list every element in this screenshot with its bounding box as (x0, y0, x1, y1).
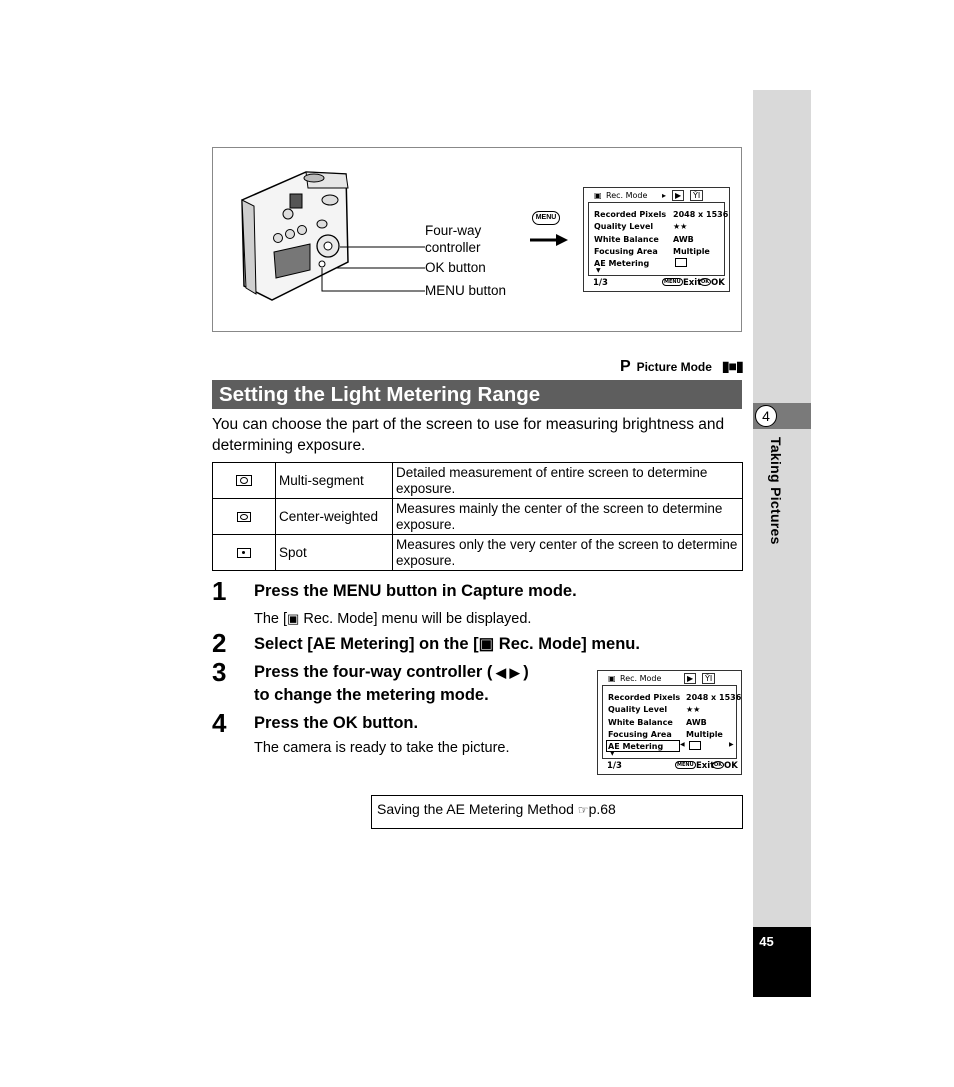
playback-tab-icon: ▶ (672, 190, 684, 201)
chevron-left-icon: ◀ (680, 741, 685, 748)
four-way-label-1: Four-way (425, 223, 482, 238)
left-right-arrows-icon: ◀ ▶ (492, 665, 524, 680)
setup-tab-icon: Y̆I (690, 190, 703, 201)
table-cell-desc: Measures only the very center of the screen to determine exposure. (393, 535, 743, 571)
program-mode-letter: P (620, 358, 631, 375)
chapter-label: Taking Pictures (768, 437, 784, 545)
lcd1-row-label: Quality Level (594, 222, 654, 231)
setup-tab-icon: Y̆I (702, 673, 715, 684)
menu-button-label: MENU button (425, 283, 507, 298)
menu-icon: MENU (677, 762, 694, 768)
step-subtext: The camera is ready to take the picture. (254, 740, 510, 756)
page-number: 45 (759, 934, 774, 949)
lcd1-tab-label: Rec. Mode (606, 191, 648, 200)
camera-icon: ▣ (478, 635, 495, 653)
camera-icon: ▣ (287, 611, 300, 626)
lcd1-row-label: AE Metering (594, 259, 650, 268)
section-title: Setting the Light Metering Range (219, 383, 541, 406)
table-cell-desc: Detailed measurement of entire screen to determine exposure. (393, 463, 743, 499)
reference-note (377, 801, 616, 817)
step-text: Press the four-way controller ( ◀ ▶ ) (254, 663, 529, 681)
lcd-screen-1 (583, 187, 730, 292)
lcd2-row-value: Multiple (686, 730, 723, 739)
lcd2-row-value: ★★ (686, 705, 701, 714)
playback-tab-icon: ▶ (684, 673, 696, 684)
step-number: 2 (212, 628, 227, 658)
lcd1-row-value: AWB (673, 235, 694, 244)
ok-icon: OK (701, 279, 710, 285)
lcd1-exit: Exit (683, 278, 702, 288)
table-row (213, 535, 743, 571)
step-number: 3 (212, 657, 227, 687)
arrow-right-icon (528, 232, 570, 248)
step-text: Select [AE Metering] on the [▣ Rec. Mode] menu. (254, 635, 640, 653)
lcd2-row-label: White Balance (608, 718, 673, 727)
step-subtext: The [▣ Rec. Mode] menu will be displayed. (254, 611, 532, 627)
lcd2-ok: OK (724, 761, 738, 771)
step-number: 1 (212, 576, 227, 606)
pointing-hand-icon: ☞ (577, 803, 589, 817)
menu-icon: MENU (532, 211, 560, 225)
chevron-right-icon: ▶ (729, 741, 734, 748)
lcd2-page: 1/3 (607, 761, 622, 771)
spot-icon (213, 535, 276, 571)
lcd1-ok: OK (711, 278, 725, 288)
lcd2-row-label: Focusing Area (608, 730, 672, 739)
ok-icon: OK (714, 762, 723, 768)
step-text: Press the OK button. (254, 714, 419, 732)
chevron-right-icon: ▸ (662, 191, 667, 200)
step-number: 4 (212, 708, 227, 738)
picture-mode-label: Picture Mode (636, 360, 712, 374)
lcd2-row-label: AE Metering (608, 742, 664, 751)
table-cell-desc: Measures mainly the center of the screen to determine exposure. (393, 499, 743, 535)
table-cell-mode: Spot (276, 535, 393, 571)
table-cell-mode: Multi-segment (276, 463, 393, 499)
lcd1-page: 1/3 (593, 278, 608, 288)
intro-paragraph: You can choose the part of the screen to use for measuring brightness and determining exposure. (212, 416, 725, 454)
picture-mode-icons: ▮■▮ (721, 358, 743, 374)
multi-segment-icon (675, 258, 687, 267)
metering-table (212, 462, 743, 571)
lcd2-tab-label: Rec. Mode (620, 674, 662, 683)
menu-icon: MENU (664, 279, 681, 285)
lcd2-row-value: 2048 x 1536 (686, 693, 742, 702)
multi-segment-icon (213, 463, 276, 499)
step-text: to change the metering mode. (254, 686, 489, 704)
chevron-down-icon: ▼ (610, 750, 615, 757)
mode-line (620, 358, 743, 376)
note-text: Saving the AE Metering Method (377, 801, 574, 817)
lcd1-row-label: Focusing Area (594, 247, 658, 256)
camera-icon: ▣ (608, 674, 616, 683)
page-reference-link[interactable]: p.68 (588, 801, 616, 817)
callout-lines (310, 230, 430, 300)
lcd2-row-label: Quality Level (608, 705, 668, 714)
lcd2-row-label: Recorded Pixels (608, 693, 681, 702)
table-cell-mode: Center-weighted (276, 499, 393, 535)
lcd-screen-2 (597, 670, 742, 775)
center-weighted-icon (213, 499, 276, 535)
lcd1-row-value: ★★ (673, 222, 688, 231)
table-row (213, 463, 743, 499)
multi-segment-icon (689, 741, 701, 750)
chapter-number: 4 (755, 405, 777, 427)
lcd1-row-value: Multiple (673, 247, 710, 256)
lcd1-row-label: White Balance (594, 235, 659, 244)
step-text: Press the MENU button in Capture mode. (254, 582, 577, 600)
four-way-label-2: controller (425, 240, 481, 255)
ok-button-label: OK button (425, 260, 486, 275)
lcd2-exit: Exit (696, 761, 715, 771)
lcd1-row-value: 2048 x 1536 (673, 210, 729, 219)
table-row (213, 499, 743, 535)
lcd1-row-label: Recorded Pixels (594, 210, 667, 219)
chevron-down-icon: ▼ (596, 267, 601, 274)
lcd2-row-value: AWB (686, 718, 707, 727)
camera-icon: ▣ (594, 191, 602, 200)
